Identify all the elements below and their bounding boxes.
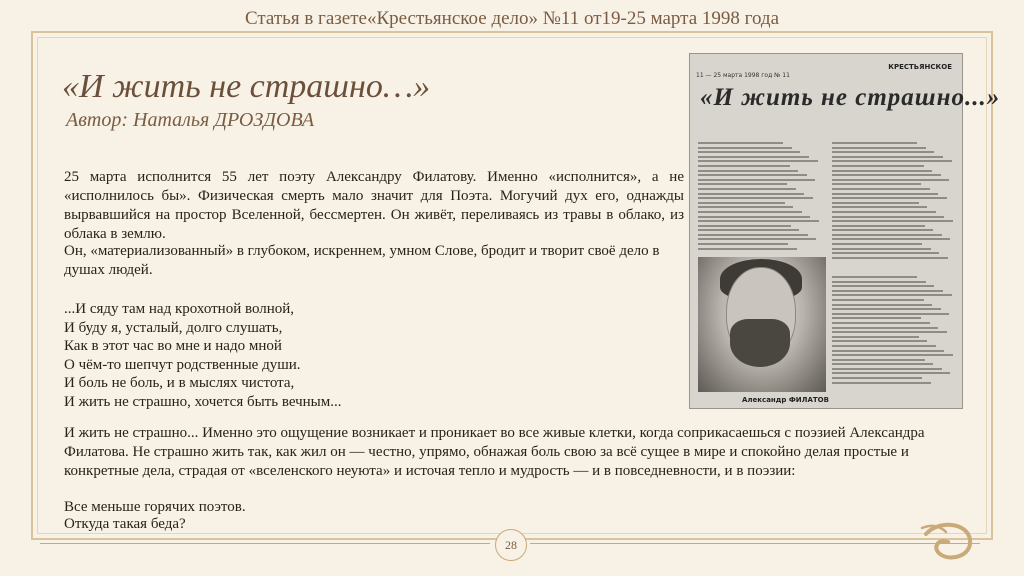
clipping-text-line (698, 179, 815, 181)
poem-line: И боль не боль, и в мыслях чистота, (64, 375, 295, 391)
poem-excerpt (64, 300, 484, 411)
clipping-text-line (832, 238, 950, 240)
footer-divider (530, 543, 980, 544)
decorative-swirl-icon (918, 516, 978, 566)
clipping-text-line (832, 304, 932, 306)
clipping-headline: «И жить не страшно...» (700, 84, 1001, 111)
clipping-text-line (698, 183, 787, 185)
clipping-text-line (832, 206, 927, 208)
clipping-text-line (832, 248, 931, 250)
clipping-text-line (698, 225, 791, 227)
clipping-text-line (832, 211, 936, 213)
article-title: «И жить не страшно…» (62, 68, 431, 105)
clipping-text-line (832, 229, 933, 231)
clipping-text-line (698, 188, 796, 190)
clipping-text-line (832, 336, 919, 338)
clipping-text-line (698, 174, 807, 176)
clipping-text-line (832, 151, 934, 153)
article-author: Автор: Наталья ДРОЗДОВА (66, 109, 315, 131)
clipping-text-line (832, 225, 925, 227)
poem-line: О чём-то шепчут родственные души. (64, 356, 301, 373)
clipping-text-line (832, 281, 926, 283)
clipping-text-line (832, 345, 936, 347)
paragraph-intro: 25 марта исполнится 55 лет поэту Александру Филатову. Именно «исполнится», а не «исполнилось бы». Физическая смерть мало значит для Поэта. Могучий дух его, однажды вырвавшийся на простор Вселенной, бессмертен. Он живёт, переливаясь из травы в облако, из облака в землю. (64, 169, 684, 242)
clipping-text-line (832, 313, 949, 315)
clipping-text-line (832, 359, 925, 361)
clipping-text-line (832, 368, 942, 370)
clipping-text-line (832, 188, 930, 190)
clipping-text-line (698, 206, 793, 208)
clipping-text-line (698, 216, 810, 218)
clipping-text-line (698, 160, 818, 162)
clipping-text-line (698, 165, 790, 167)
clipping-text-line (832, 382, 931, 384)
paragraph-main: И жить не страшно... Именно это ощущение возникает и проникает во все живые клетки, когда соприкасаешься с поэзией Александра Филатова. Не страшно жить так, как жил он — честно, упрямо, обнажая боль свою за всё сущее в мире и спокойно делая простые и конкретные дела, страдая от «вселенского неуюта» и источая тепло и мудрость — и в повседневности, и в поэзии: (64, 425, 925, 479)
clipping-text-line (832, 174, 941, 176)
clipping-text-line (832, 220, 953, 222)
clipping-text-line (832, 183, 921, 185)
clipping-text-line (832, 257, 948, 259)
clipping-text-line (832, 363, 933, 365)
paragraph-second: Он, «материализованный» в глубоком, искреннем, умном Слове, бродит и творит своё дело в душах людей. (64, 243, 660, 278)
photo-caption: Александр ФИЛАТОВ (742, 396, 829, 404)
clipping-text-line (698, 147, 792, 149)
clipping-text-line (832, 290, 943, 292)
clipping-text-line (832, 327, 938, 329)
newspaper-clipping (689, 53, 1001, 409)
clipping-text-line (698, 151, 800, 153)
clipping-text-line (832, 372, 950, 374)
clipping-text-line (832, 340, 927, 342)
clipping-text-line (832, 285, 934, 287)
clipping-newspaper-name: КРЕСТЬЯНСКОЕ (888, 63, 952, 71)
clipping-text-line (832, 308, 941, 310)
clipping-text-line (832, 193, 938, 195)
clipping-text-line (832, 147, 926, 149)
clipping-text-line (832, 165, 924, 167)
poem-line: ...И сяду там над крохотной волной, (64, 301, 295, 317)
clipping-text-line (832, 252, 939, 254)
clipping-text-column (832, 276, 954, 386)
poem-quote-line: Откуда такая беда? (64, 516, 186, 532)
footer-divider (40, 543, 490, 544)
clipping-text-line (832, 331, 947, 333)
slide-header: Статья в газете«Крестьянское дело» №11 от19-25 марта 1998 года (244, 8, 780, 29)
clipping-text-line (832, 317, 921, 319)
clipping-text-line (832, 202, 919, 204)
page-number: 28 (495, 529, 527, 561)
clipping-text-line (832, 179, 949, 181)
clipping-text-line (698, 156, 809, 158)
poem-line: Как в этот час во мне и надо мной (64, 338, 282, 354)
photo-beard (730, 319, 790, 367)
clipping-text-line (832, 299, 924, 301)
clipping-text-line (832, 243, 922, 245)
clipping-text-line (698, 234, 808, 236)
clipping-text-line (832, 216, 944, 218)
clipping-text-line (698, 202, 785, 204)
clipping-text-line (698, 193, 804, 195)
poem-line: И жить не страшно, хочется быть вечным... (64, 393, 342, 410)
poem-line: И буду я, усталый, долго слушать, (64, 319, 283, 336)
clipping-text-line (832, 142, 917, 144)
clipping-text-line (832, 377, 922, 379)
clipping-text-line (832, 170, 932, 172)
clipping-text-line (832, 322, 930, 324)
poem-quote-line: Все меньше горячих поэтов. (64, 499, 246, 515)
clipping-text-line (698, 170, 798, 172)
clipping-text-line (832, 354, 953, 356)
clipping-text-column (832, 142, 954, 261)
poet-photo (698, 257, 826, 392)
clipping-text-line (698, 248, 797, 250)
clipping-text-line (832, 276, 917, 278)
clipping-text-line (832, 156, 943, 158)
clipping-text-line (698, 229, 799, 231)
clipping-text-line (698, 243, 788, 245)
clipping-text-line (698, 238, 816, 240)
clipping-text-line (832, 234, 942, 236)
clipping-text-line (832, 160, 952, 162)
clipping-text-column (698, 142, 820, 252)
clipping-text-line (698, 197, 813, 199)
clipping-text-line (698, 211, 802, 213)
clipping-text-line (832, 294, 952, 296)
clipping-text-line (832, 350, 944, 352)
clipping-date: 11 — 25 марта 1998 год № 11 (696, 72, 790, 79)
clipping-text-line (698, 142, 783, 144)
clipping-text-line (832, 197, 947, 199)
clipping-text-line (698, 220, 819, 222)
